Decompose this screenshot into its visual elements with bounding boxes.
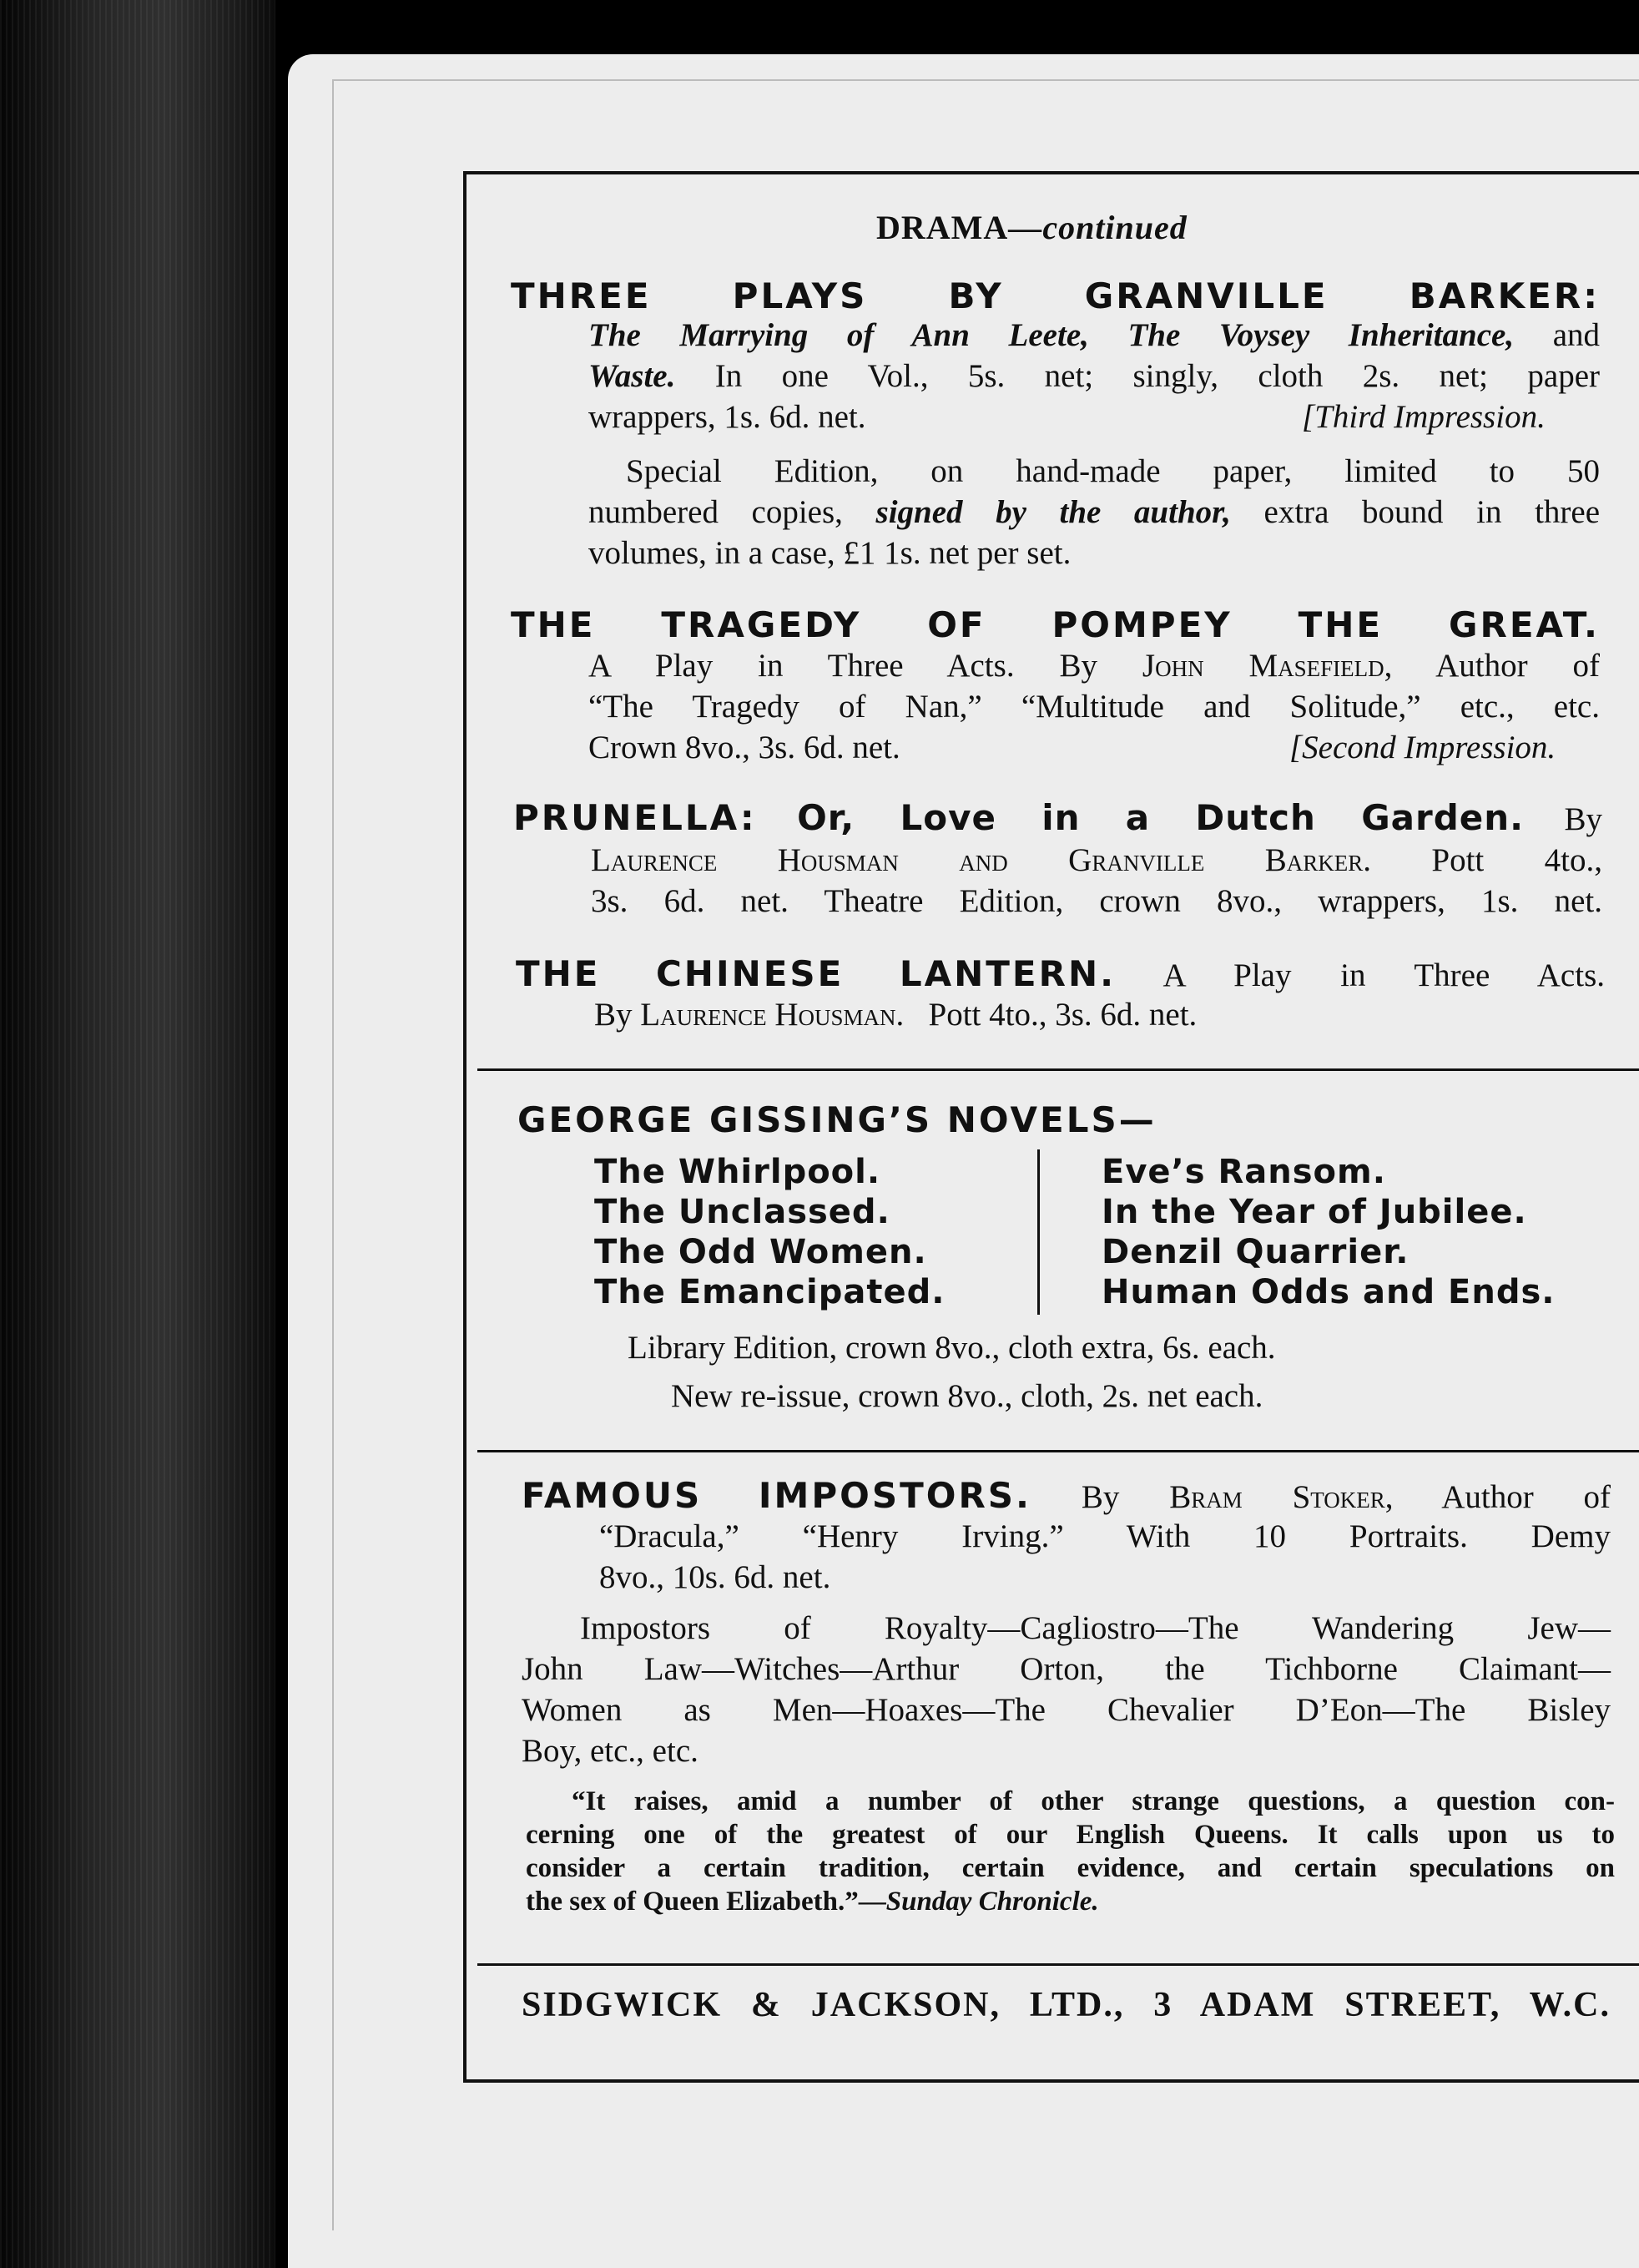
gissing-edition-1: Library Edition, crown 8vo., cloth extra, 6s. each. xyxy=(628,1330,1276,1366)
section-divider-1 xyxy=(477,1068,1639,1071)
impostors-title: FAMOUS IMPOSTORS. xyxy=(522,1475,1031,1516)
lantern-subtitle: A Play in Three Acts. xyxy=(1162,957,1605,993)
entry-pricing-three-plays xyxy=(588,356,1600,397)
pompey-text-c: Author of xyxy=(1435,648,1601,684)
impostors-line3: 8vo., 10s. 6d. net. xyxy=(599,1559,831,1595)
masthead-subtitle: —continued xyxy=(1008,209,1188,246)
prunella-line3: 3s. 6d. net. Theatre Edition, crown 8vo., wrappers, 1s. net. xyxy=(591,883,1602,919)
prunella-authors: Laurence Housman and Granville Barker. xyxy=(591,842,1371,878)
novels-column-divider xyxy=(1037,1149,1040,1315)
pompey-text-a: A Play in Three Acts. By xyxy=(588,648,1097,684)
novel-right-3: Denzil Quarrier. xyxy=(1102,1233,1410,1271)
play-titles: The Marrying of Ann Leete, The Voysey Inheritance, xyxy=(588,317,1515,353)
lantern-format: Pott 4to., 3s. 6d. net. xyxy=(928,997,1198,1033)
novel-left-4: The Emancipated. xyxy=(594,1273,946,1311)
signed-note: signed by the author, xyxy=(875,494,1231,530)
impostors-contents-3: Women as Men—Hoaxes—The Chevalier D’Eon—The Bisley xyxy=(522,1692,1611,1728)
prunella-format: Pott 4to., xyxy=(1431,842,1602,878)
pompey-line3: Crown 8vo., 3s. 6d. net. xyxy=(588,730,900,765)
lantern-heading xyxy=(516,952,1605,997)
novel-right-1: Eve’s Ransom. xyxy=(1102,1153,1386,1191)
novel-right-2: In the Year of Jubilee. xyxy=(1102,1193,1527,1231)
masthead xyxy=(876,207,1188,248)
section-divider-2 xyxy=(477,1450,1639,1452)
entry-titles-three-plays xyxy=(588,315,1600,356)
impostors-heading xyxy=(522,1473,1611,1518)
book-spine xyxy=(0,0,275,2268)
impostors-contents-1: Impostors of Royalty—Cagliostro—The Wandering Jew— xyxy=(580,1610,1611,1646)
impostors-by: By xyxy=(1081,1479,1120,1515)
lantern-line2 xyxy=(594,994,1197,1035)
review-quote-3: consider a certain tradition, certain evidence, and certain speculations on xyxy=(526,1853,1615,1883)
pompey-line1 xyxy=(588,645,1600,686)
special-edition-line2 xyxy=(588,492,1600,533)
prunella-line2 xyxy=(591,840,1602,881)
impostors-line2: “Dracula,” “Henry Irving.” With 10 Portraits. Demy xyxy=(599,1518,1611,1554)
pricing-text: In one Vol., 5s. net; singly, cloth 2s. net; paper xyxy=(714,358,1600,394)
quote-text-end: the sex of Queen Elizabeth.”— xyxy=(526,1887,886,1917)
pompey-line2: “The Tragedy of Nan,” “Multitude and Solitude,” etc., etc. xyxy=(588,689,1600,725)
novel-left-3: The Odd Women. xyxy=(594,1233,927,1271)
special-edition-line1: Special Edition, on hand-made paper, limited to 50 xyxy=(626,453,1600,489)
special-text-c: extra bound in three xyxy=(1263,494,1601,530)
review-quote-4 xyxy=(526,1885,1099,1918)
review-quote-2: cerning one of the greatest of our English Queens. It calls upon us to xyxy=(526,1820,1615,1850)
gissing-edition-2: New re-issue, crown 8vo., cloth, 2s. net each. xyxy=(671,1378,1263,1414)
pompey-impression: [Second Impression. xyxy=(1289,730,1556,765)
prunella-title: PRUNELLA: xyxy=(513,797,757,838)
impostors-author: Bram Stoker, xyxy=(1169,1479,1394,1515)
section-divider-3 xyxy=(477,1963,1639,1966)
review-quote-1: “It raises, amid a number of other strange questions, a question con- xyxy=(572,1786,1615,1816)
novel-left-1: The Whirlpool. xyxy=(594,1153,881,1191)
novel-right-4: Human Odds and Ends. xyxy=(1102,1273,1556,1311)
novel-left-2: The Unclassed. xyxy=(594,1193,890,1231)
prunella-subtitle: Or, Love in a Dutch Garden. xyxy=(797,797,1525,838)
masthead-title: DRAMA xyxy=(876,209,1009,246)
gissing-heading: GEORGE GISSING’S NOVELS— xyxy=(517,1099,1157,1140)
and-word: and xyxy=(1552,317,1601,353)
play-title-last: Waste. xyxy=(588,358,676,394)
publisher-footer: SIDGWICK & JACKSON, LTD., 3 ADAM STREET, W.C. xyxy=(522,1986,1611,2024)
entry-heading-pompey: THE TRAGEDY OF POMPEY THE GREAT. xyxy=(511,604,1600,645)
impostors-contents-4: Boy, etc., etc. xyxy=(522,1733,698,1769)
impression-note: [Third Impression. xyxy=(1302,399,1546,435)
lantern-title: THE CHINESE LANTERN. xyxy=(516,953,1117,994)
impostors-contents-2: John Law—Witches—Arthur Orton, the Tichborne Claimant— xyxy=(522,1651,1611,1687)
quote-source: Sunday Chronicle. xyxy=(885,1887,1099,1917)
entry-heading-three-plays: THREE PLAYS BY GRANVILLE BARKER: xyxy=(511,275,1600,316)
special-text-a: numbered copies, xyxy=(588,494,843,530)
entry-pricing2-three-plays: wrappers, 1s. 6d. net. xyxy=(588,399,866,435)
author-name: John Masefield, xyxy=(1142,648,1393,684)
prunella-heading xyxy=(513,796,1602,841)
lantern-by: By xyxy=(594,997,633,1033)
lantern-author: Laurence Housman. xyxy=(640,997,905,1033)
prunella-by: By xyxy=(1564,801,1603,837)
special-edition-line3: volumes, in a case, £1 1s. net per set. xyxy=(588,535,1072,571)
impostors-author-of: Author of xyxy=(1441,1479,1611,1515)
